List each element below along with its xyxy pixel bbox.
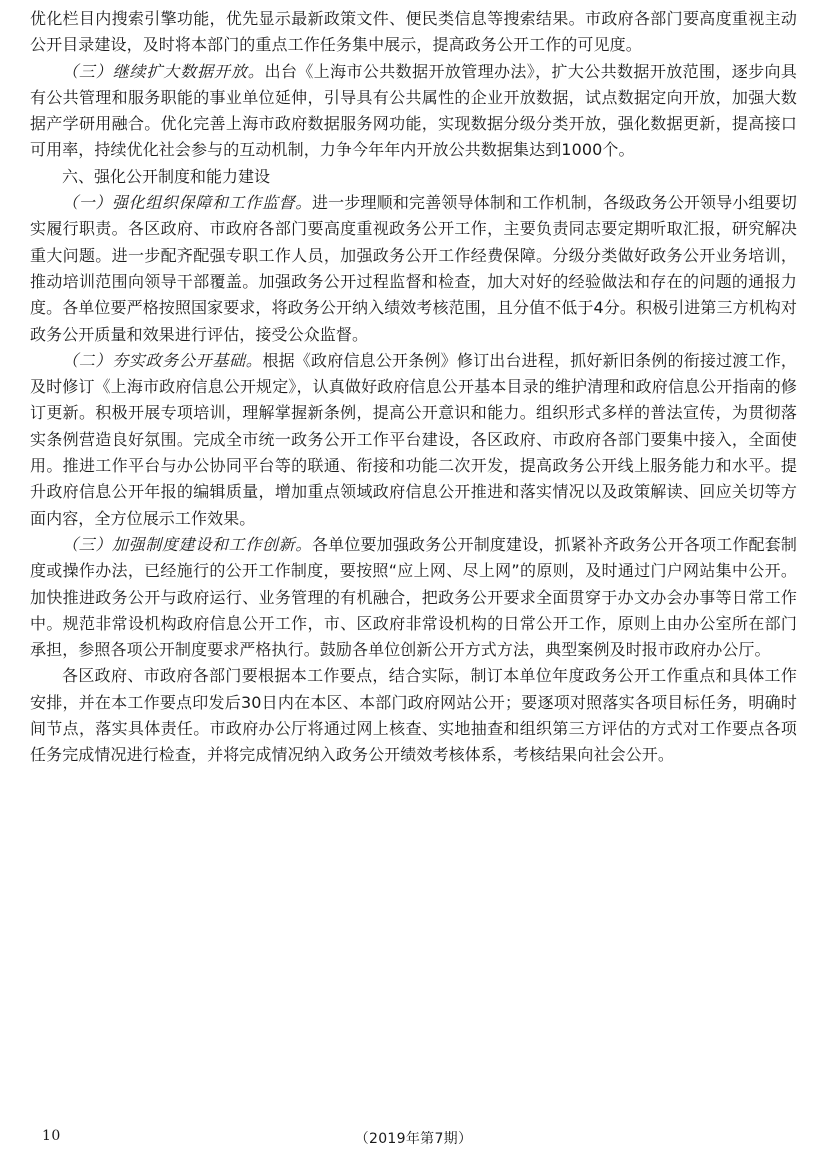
paragraph-closing	[30, 663, 797, 768]
paragraph-text: 各区政府、市政府各部门要根据本工作要点，结合实际，制订本单位年度政务公开工作重点和具体工作安排，并在本工作要点印发后30日内在本区、本部门政府网站公开；要逐项对照落实各项目标任务，明确时间节点，落实具体责任。市政府办公厅将通过网上核查、实地抽查和组织第三方评估的方式对工作要点各项任务完成情况进行检查，并将完成情况纳入政务公开绩效考核体系，考核结果向社会公开。	[30, 666, 797, 765]
paragraph-search-function	[30, 6, 797, 59]
paragraph-text: 根据《政府信息公开条例》修订出台进程，抓好新旧条例的衔接过渡工作，及时修订《上海市政府信息公开规定》，认真做好政府信息公开基本目录的维护清理和政府信息公开指南的修订更新。积极开展专项培训，理解掌握新条例，提高公开意识和能力。组织形式多样的普法宣传，为贯彻落实条例营造良好氛围。完成全市统一政务公开工作平台建设，各区政府、市政府各部门要集中接入，全面使用。推进工作平台与办公协同平台等的联通、衔接和功能二次开发，提高政务公开线上服务能力和水平。提升政府信息公开年报的编辑质量，增加重点领域政府信息公开推进和落实情况以及政策解读、回应关切等方面内容，全方位展示工作效果。	[30, 350, 797, 528]
page-number: 10	[42, 1128, 61, 1144]
issue-label: （2019年第7期）	[354, 1131, 473, 1147]
paragraph-lead-heading: （一）强化组织保障和工作监督。	[62, 193, 313, 213]
paragraph-lead-heading: （二）夯实政务公开基础。	[62, 350, 263, 370]
paragraph-lead-heading: （三）加强制度建设和工作创新。	[62, 534, 313, 554]
section-heading: 六、强化公开制度和能力建设	[62, 166, 271, 186]
paragraph-text: 出台《上海市公共数据开放管理办法》，扩大公共数据开放范围，逐步向具有公共管理和服务职能的事业单位延伸，引导具有公共属性的企业开放数据，试点数据定向开放，加强大数据产学研用融合。优化完善上海市政府数据服务网功能，实现数据分级分类开放，强化数据更新，提高接口可用率，持续优化社会参与的互动机制，力争今年年内开放公共数据集达到1000个。	[30, 61, 797, 160]
paragraph-text: 优化栏目内搜索引擎功能，优先显示最新政策文件、便民类信息等搜索结果。市政府各部门要高度重视主动公开目录建设，及时将本部门的重点工作任务集中展示，提高政务公开工作的可见度。	[30, 9, 797, 55]
paragraph-organizational-support	[30, 190, 797, 348]
paragraph-text: 各单位要加强政务公开制度建设，抓紧补齐政务公开各项工作配套制度或操作办法，已经施行的公开工作制度，要按照“应上网、尽上网”的原则，及时通过门户网站集中公开。加快推进政务公开与政府运行、业务管理的有机融合，把政务公开要求全面贯穿于办文办会办事等日常工作中。规范非常设机构政府信息公开工作，市、区政府非常设机构的日常公开工作，原则上由办公室所在部门承担，参照各项公开制度要求严格执行。鼓励各单位创新公开方式方法，典型案例及时报市政府办公厅。	[30, 534, 797, 660]
document-body	[30, 6, 797, 769]
paragraph-data-opening	[30, 59, 797, 164]
paragraph-foundation	[30, 348, 797, 532]
paragraph-system-innovation	[30, 532, 797, 663]
paragraph-text: 进一步理顺和完善领导体制和工作机制，各级政务公开领导小组要切实履行职责。各区政府、市政府各部门要高度重视政务公开工作，主要负责同志要定期听取汇报，研究解决重大问题。进一步配齐配强专职工作人员，加强政务公开工作经费保障。分级分类做好政务公开业务培训，推动培训范围向领导干部覆盖。加强政务公开过程监督和检查，加大对好的经验做法和存在的问题的通报力度。各单位要严格按照国家要求，将政务公开纳入绩效考核范围，且分值不低于4分。积极引进第三方机构对政务公开质量和效果进行评估，接受公众监督。	[30, 193, 797, 344]
paragraph-lead-heading: （三）继续扩大数据开放。	[62, 61, 265, 81]
